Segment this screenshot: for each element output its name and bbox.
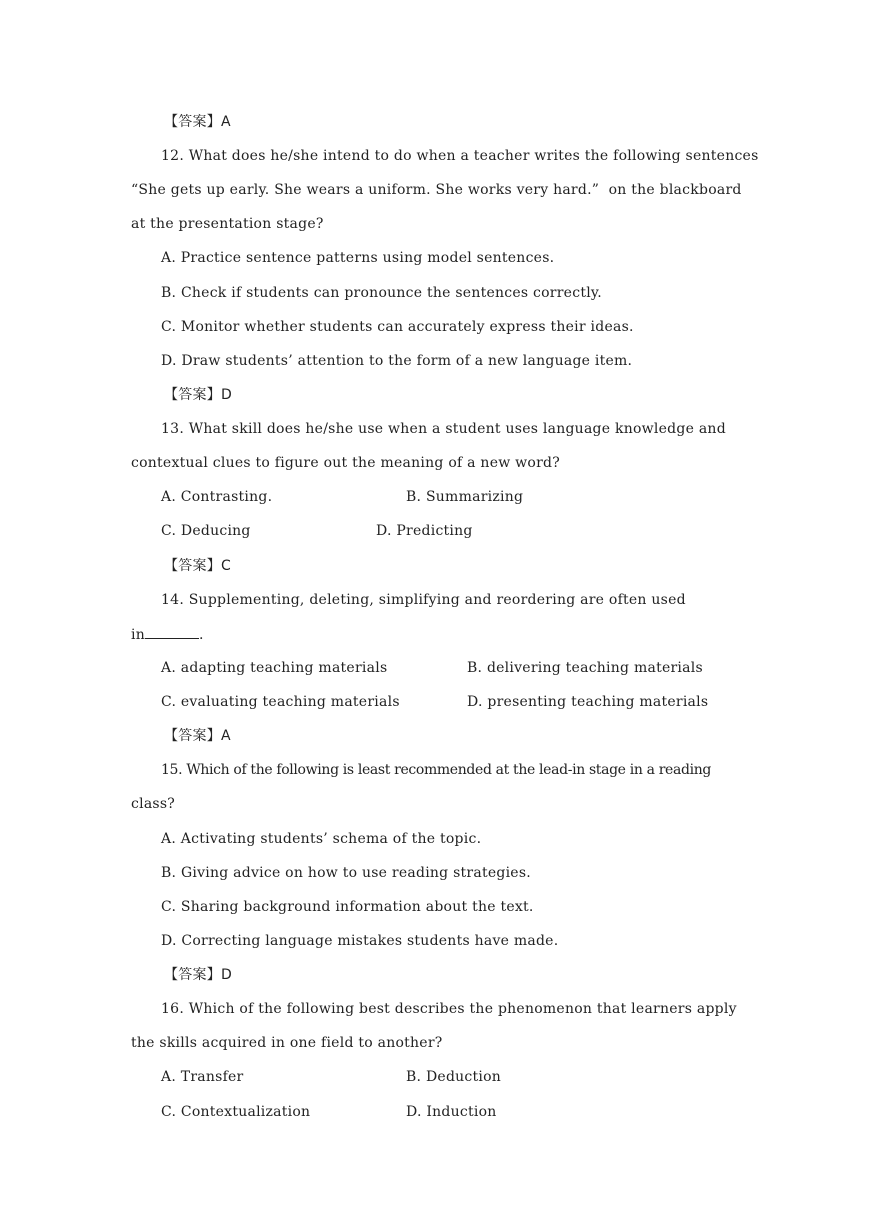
q16-option-c: C. Contextualization xyxy=(161,1104,311,1120)
q15-stem-line2: class? xyxy=(131,796,176,812)
q16-option-d: D. Induction xyxy=(406,1104,497,1120)
q14-option-a: A. adapting teaching materials xyxy=(161,660,388,676)
q13-option-c: C. Deducing xyxy=(161,523,251,539)
q15-stem-line1: 15. Which of the following is least recommended at the lead-in stage in a reading xyxy=(161,762,712,778)
q12-stem-line1: 12. What does he/she intend to do when a teacher writes the following sentences xyxy=(161,148,759,164)
q14-option-d: D. presenting teaching materials xyxy=(467,694,709,710)
q15-option-c: C. Sharing background information about the text. xyxy=(161,899,534,915)
q16-option-a: A. Transfer xyxy=(161,1069,244,1085)
answer-12: 【答案】D xyxy=(164,387,233,403)
q12-stem-line2: “She gets up early. She wears a uniform. She works very hard.” on the blackboard xyxy=(131,182,742,198)
q12-option-b: B. Check if students can pronounce the sentences correctly. xyxy=(161,285,602,301)
q12-option-d: D. Draw students’ attention to the form of a new language item. xyxy=(161,353,633,369)
q12-option-a: A. Practice sentence patterns using model sentences. xyxy=(161,250,555,266)
answer-11: 【答案】A xyxy=(164,114,231,130)
answer-15: 【答案】D xyxy=(164,967,233,983)
q14-option-b: B. delivering teaching materials xyxy=(467,660,703,676)
q16-stem-line1: 16. Which of the following best describes the phenomenon that learners apply xyxy=(161,1001,737,1017)
q13-stem-line1: 13. What skill does he/she use when a student uses language knowledge and xyxy=(161,421,726,437)
q14-stem-line2 xyxy=(131,624,204,645)
q14-option-c: C. evaluating teaching materials xyxy=(161,694,400,710)
q13-stem-line2: contextual clues to figure out the meaning of a new word? xyxy=(131,455,560,471)
fill-in-blank xyxy=(145,624,199,639)
q15-option-d: D. Correcting language mistakes students have made. xyxy=(161,933,559,949)
answer-14: 【答案】A xyxy=(164,728,231,744)
q16-stem-line2: the skills acquired in one field to another? xyxy=(131,1035,443,1051)
q13-option-d: D. Predicting xyxy=(376,523,473,539)
q13-option-a: A. Contrasting. xyxy=(161,489,273,505)
q12-stem-line3: at the presentation stage? xyxy=(131,216,324,232)
q15-option-b: B. Giving advice on how to use reading strategies. xyxy=(161,865,531,881)
q14-stem-line1: 14. Supplementing, deleting, simplifying and reordering are often used xyxy=(161,592,686,608)
q14-stem-suffix: . xyxy=(199,627,204,643)
q16-option-b: B. Deduction xyxy=(406,1069,502,1085)
q15-option-a: A. Activating students’ schema of the topic. xyxy=(161,831,482,847)
answer-13: 【答案】C xyxy=(164,558,232,574)
q12-option-c: C. Monitor whether students can accurately express their ideas. xyxy=(161,319,634,335)
q14-stem-prefix: in xyxy=(131,627,145,643)
q13-option-b: B. Summarizing xyxy=(406,489,524,505)
